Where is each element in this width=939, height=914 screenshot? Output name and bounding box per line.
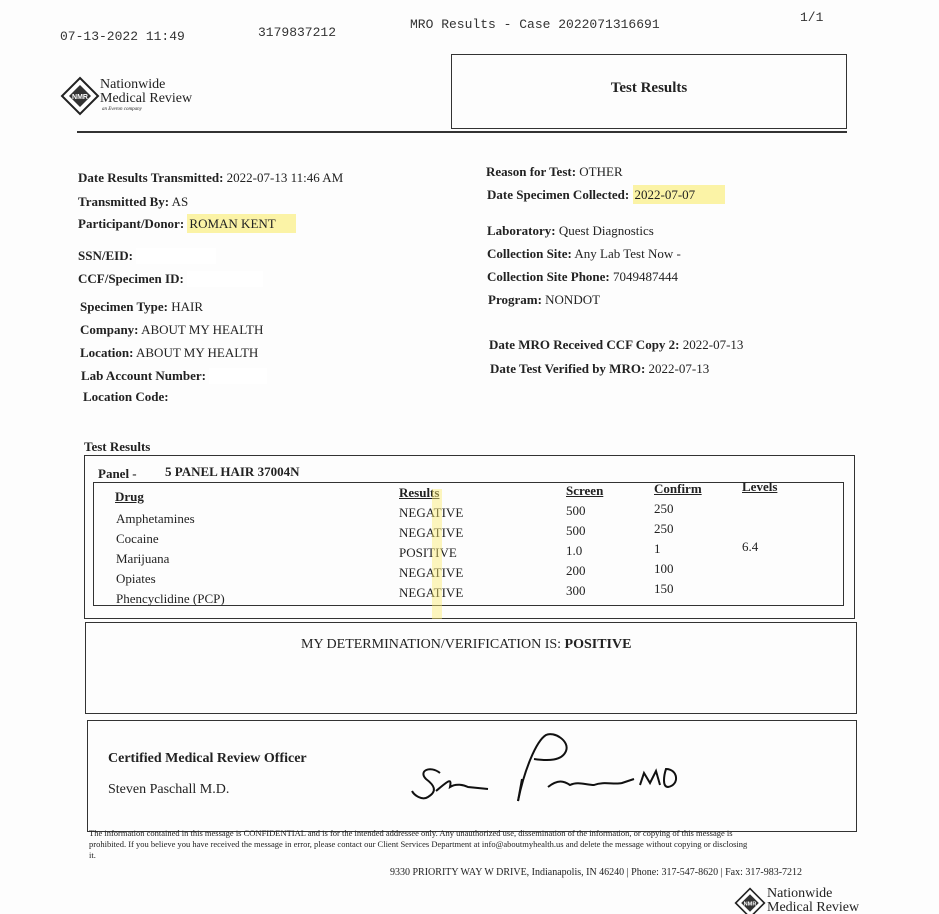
- logo-line1: Nationwide: [100, 77, 166, 92]
- fax-page: 1/1: [800, 10, 824, 25]
- disclaimer-line-2: prohibited. If you believe you have received the message in error, please contact our Client Services Department at info@aboutmyhealth.us and delete the message without copying or disclosing: [89, 839, 748, 849]
- footer-nmr-diamond-icon: [734, 887, 766, 914]
- field-location: Location: ABOUT MY HEALTH: [80, 345, 259, 360]
- field-location-code: Location Code:: [83, 389, 169, 404]
- table-row-confirm: 100: [654, 561, 674, 576]
- field-lab-account: Lab Account Number:: [81, 368, 267, 384]
- table-row-drug: Amphetamines: [116, 511, 195, 526]
- table-row-screen: 300: [566, 583, 586, 598]
- footer-logo-line2: Medical Review: [767, 900, 860, 914]
- field-test-verified: Date Test Verified by MRO: 2022-07-13: [490, 361, 710, 376]
- table-row-result: POSITIVE: [399, 545, 457, 560]
- col-header-screen: Screen: [566, 483, 604, 498]
- fax-date-time: 07-13-2022 11:49: [60, 29, 185, 44]
- field-specimen-type: Specimen Type: HAIR: [80, 299, 204, 314]
- col-header-levels: Levels: [742, 479, 778, 494]
- table-row-screen: 200: [566, 563, 586, 578]
- disclaimer-line-1: The information contained in this message is CONFIDENTIAL and is for the intended addressee only. Any unauthorized use, dissemination of the information, or copying of this message is: [89, 828, 733, 838]
- field-participant: Participant/Donor: ROMAN KENT: [78, 216, 296, 232]
- col-header-drug: Drug: [115, 489, 144, 504]
- col-header-results: Results: [399, 485, 440, 500]
- table-row-drug: Marijuana: [116, 551, 170, 566]
- field-ssn: SSN/EID:: [78, 248, 216, 264]
- determination-value: POSITIVE: [564, 637, 632, 652]
- svg-text:NMR: NMR: [743, 901, 757, 908]
- field-mro-received: Date MRO Received CCF Copy 2: 2022-07-13: [489, 337, 744, 352]
- results-outer-box: [84, 455, 855, 619]
- table-row-confirm: 250: [654, 501, 674, 516]
- footer-nmr-logo: [734, 885, 884, 914]
- table-row-levels: 6.4: [742, 539, 759, 554]
- signature-image: [408, 731, 688, 811]
- field-collection-site: Collection Site: Any Lab Test Now -: [487, 246, 681, 261]
- footer-logo-line1: Nationwide: [767, 886, 833, 901]
- table-row-screen: 1.0: [566, 543, 583, 558]
- field-company: Company: ABOUT MY HEALTH: [80, 322, 264, 337]
- determination-statement: MY DETERMINATION/VERIFICATION IS: POSITIVE: [301, 637, 632, 652]
- nmr-diamond-icon: [60, 76, 100, 116]
- table-row-result: NEGATIVE: [399, 525, 464, 540]
- field-date-collected: Date Specimen Collected: 2022-07-07: [487, 187, 725, 203]
- table-row-drug: Cocaine: [116, 531, 159, 546]
- table-row-result: NEGATIVE: [399, 585, 464, 600]
- logo-line2: Medical Review: [100, 91, 193, 106]
- disclaimer-line-3: it.: [89, 850, 96, 860]
- logo-tagline: an Everon company: [102, 107, 142, 112]
- table-row-screen: 500: [566, 523, 586, 538]
- determination-box: [85, 622, 857, 714]
- mro-box: [87, 720, 857, 832]
- table-row-screen: 500: [566, 503, 586, 518]
- results-section-title: Test Results: [84, 439, 151, 454]
- table-row-confirm: 250: [654, 521, 674, 536]
- table-row-drug: Phencyclidine (PCP): [116, 591, 225, 606]
- disclaimer: [89, 828, 869, 861]
- field-collection-phone: Collection Site Phone: 7049487444: [487, 269, 679, 284]
- results-table: [93, 479, 844, 606]
- table-row-result: NEGATIVE: [399, 505, 464, 520]
- fax-number: 3179837212: [258, 25, 337, 40]
- table-row-confirm: 1: [654, 541, 661, 556]
- ssn-redacted: [136, 248, 216, 264]
- mro-name: Steven Paschall M.D.: [108, 782, 230, 797]
- header-divider: [77, 131, 847, 133]
- title-box: [451, 54, 847, 129]
- lab-account-redacted: [209, 368, 267, 384]
- table-row-confirm: 150: [654, 581, 674, 596]
- field-laboratory: Laboratory: Quest Diagnostics: [487, 223, 654, 238]
- fax-title: MRO Results - Case 2022071316691: [410, 17, 660, 32]
- field-program: Program: NONDOT: [488, 292, 601, 307]
- page-title: Test Results: [610, 80, 688, 96]
- mro-title: Certified Medical Review Officer: [108, 751, 307, 766]
- table-row-drug: Opiates: [116, 571, 156, 586]
- nmr-logo: [60, 76, 210, 120]
- footer-address: 9330 PRIORITY WAY W DRIVE, Indianapolis, IN 46240 | Phone: 317-547-8620 | Fax: 317-983-7212: [390, 867, 803, 878]
- col-header-confirm: Confirm: [654, 481, 702, 496]
- highlighter-mark: [432, 489, 442, 619]
- panel-name: 5 PANEL HAIR 37004N: [165, 464, 300, 479]
- field-date-transmitted: Date Results Transmitted: 2022-07-13 11:46 AM: [78, 170, 344, 185]
- field-ccf: CCF/Specimen ID:: [78, 271, 263, 287]
- field-transmitted-by: Transmitted By: AS: [78, 194, 189, 209]
- table-row-result: NEGATIVE: [399, 565, 464, 580]
- svg-text:NMR: NMR: [72, 94, 88, 101]
- ccf-redacted: [187, 271, 263, 287]
- panel-label: Panel -: [98, 466, 137, 481]
- field-reason: Reason for Test: OTHER: [486, 164, 623, 179]
